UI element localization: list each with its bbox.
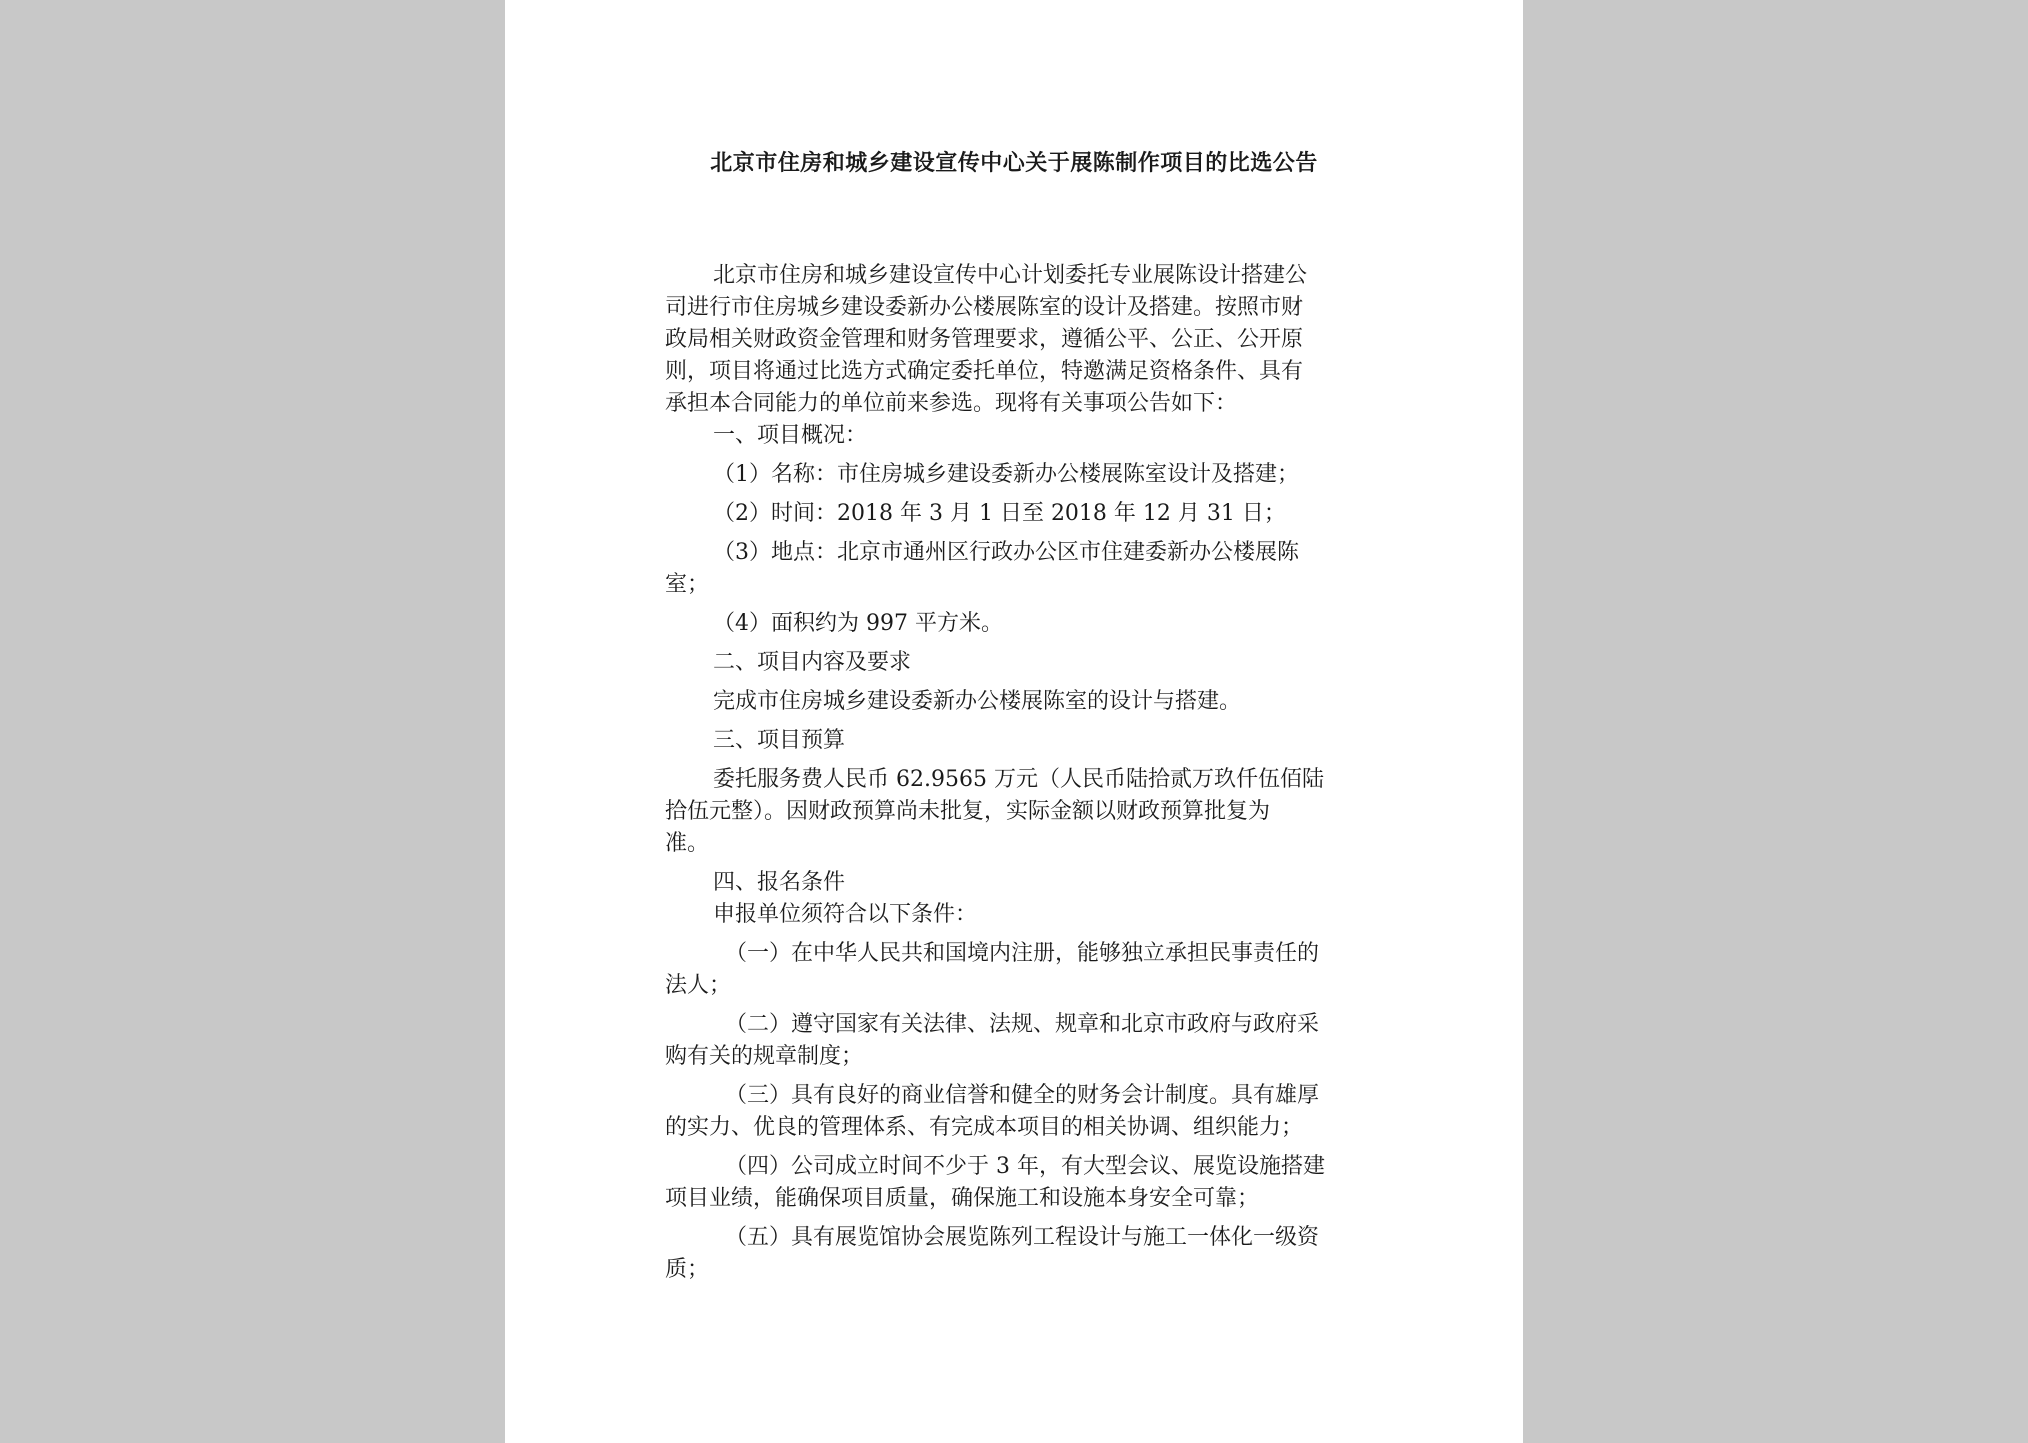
section2-text: 完成市住房城乡建设委新办公楼展陈室的设计与搭建。	[713, 689, 1242, 714]
condition-item: （一）在中华人民共和国境内注册，能够独立承担民事责任的	[725, 941, 1320, 966]
section3-text: 拾伍元整）。因财政预算尚未批复，实际金额以财政预算批复为	[665, 799, 1271, 824]
condition-item-continuation: 购有关的规章制度；	[665, 1044, 864, 1069]
document-page	[505, 0, 1523, 1443]
section1-item-continuation: 室；	[665, 572, 710, 597]
section1-item: （2）时间：2018 年 3 月 1 日至 2018 年 12 月 31 日；	[713, 501, 1286, 526]
document-title: 北京市住房和城乡建设宣传中心关于展陈制作项目的比选公告	[710, 151, 1318, 176]
intro-line: 北京市住房和城乡建设宣传中心计划委托专业展陈设计搭建公	[713, 263, 1308, 288]
section3-text: 委托服务费人民币 62.9565 万元（人民币陆拾贰万玖仟伍佰陆	[713, 767, 1324, 792]
intro-line: 司进行市住房城乡建设委新办公楼展陈室的设计及搭建。按照市财	[665, 295, 1304, 320]
section3-text: 准。	[665, 831, 710, 856]
condition-item: （五）具有展览馆协会展览陈列工程设计与施工一体化一级资	[725, 1225, 1320, 1250]
intro-line: 政局相关财政资金管理和财务管理要求，遵循公平、公正、公开原	[665, 327, 1304, 352]
section1-item: （1）名称：市住房城乡建设委新办公楼展陈室设计及搭建；	[713, 462, 1299, 487]
section4-lead: 申报单位须符合以下条件：	[713, 902, 978, 927]
condition-item: （三）具有良好的商业信誉和健全的财务会计制度。具有雄厚	[725, 1083, 1320, 1108]
section1-item: （4）面积约为 997 平方米。	[713, 611, 1003, 636]
condition-item: （二）遵守国家有关法律、法规、规章和北京市政府与政府采	[725, 1012, 1320, 1037]
section4-heading: 四、报名条件	[713, 870, 846, 895]
section1-item: （3）地点：北京市通州区行政办公区市住建委新办公楼展陈	[713, 540, 1299, 565]
condition-item-continuation: 的实力、优良的管理体系、有完成本项目的相关协调、组织能力；	[665, 1115, 1304, 1140]
intro-line: 则，项目将通过比选方式确定委托单位，特邀满足资格条件、具有	[665, 359, 1304, 384]
section1-heading: 一、项目概况：	[713, 423, 868, 448]
intro-line: 承担本合同能力的单位前来参选。现将有关事项公告如下：	[665, 391, 1238, 416]
document-body	[665, 260, 1375, 1286]
condition-item-continuation: 项目业绩，能确保项目质量，确保施工和设施本身安全可靠；	[665, 1186, 1260, 1211]
condition-item-continuation: 质；	[665, 1257, 710, 1282]
condition-item: （四）公司成立时间不少于 3 年，有大型会议、展览设施搭建	[725, 1154, 1325, 1179]
section3-heading: 三、项目预算	[713, 728, 846, 753]
section2-heading: 二、项目内容及要求	[713, 650, 912, 675]
condition-item-continuation: 法人；	[665, 973, 732, 998]
